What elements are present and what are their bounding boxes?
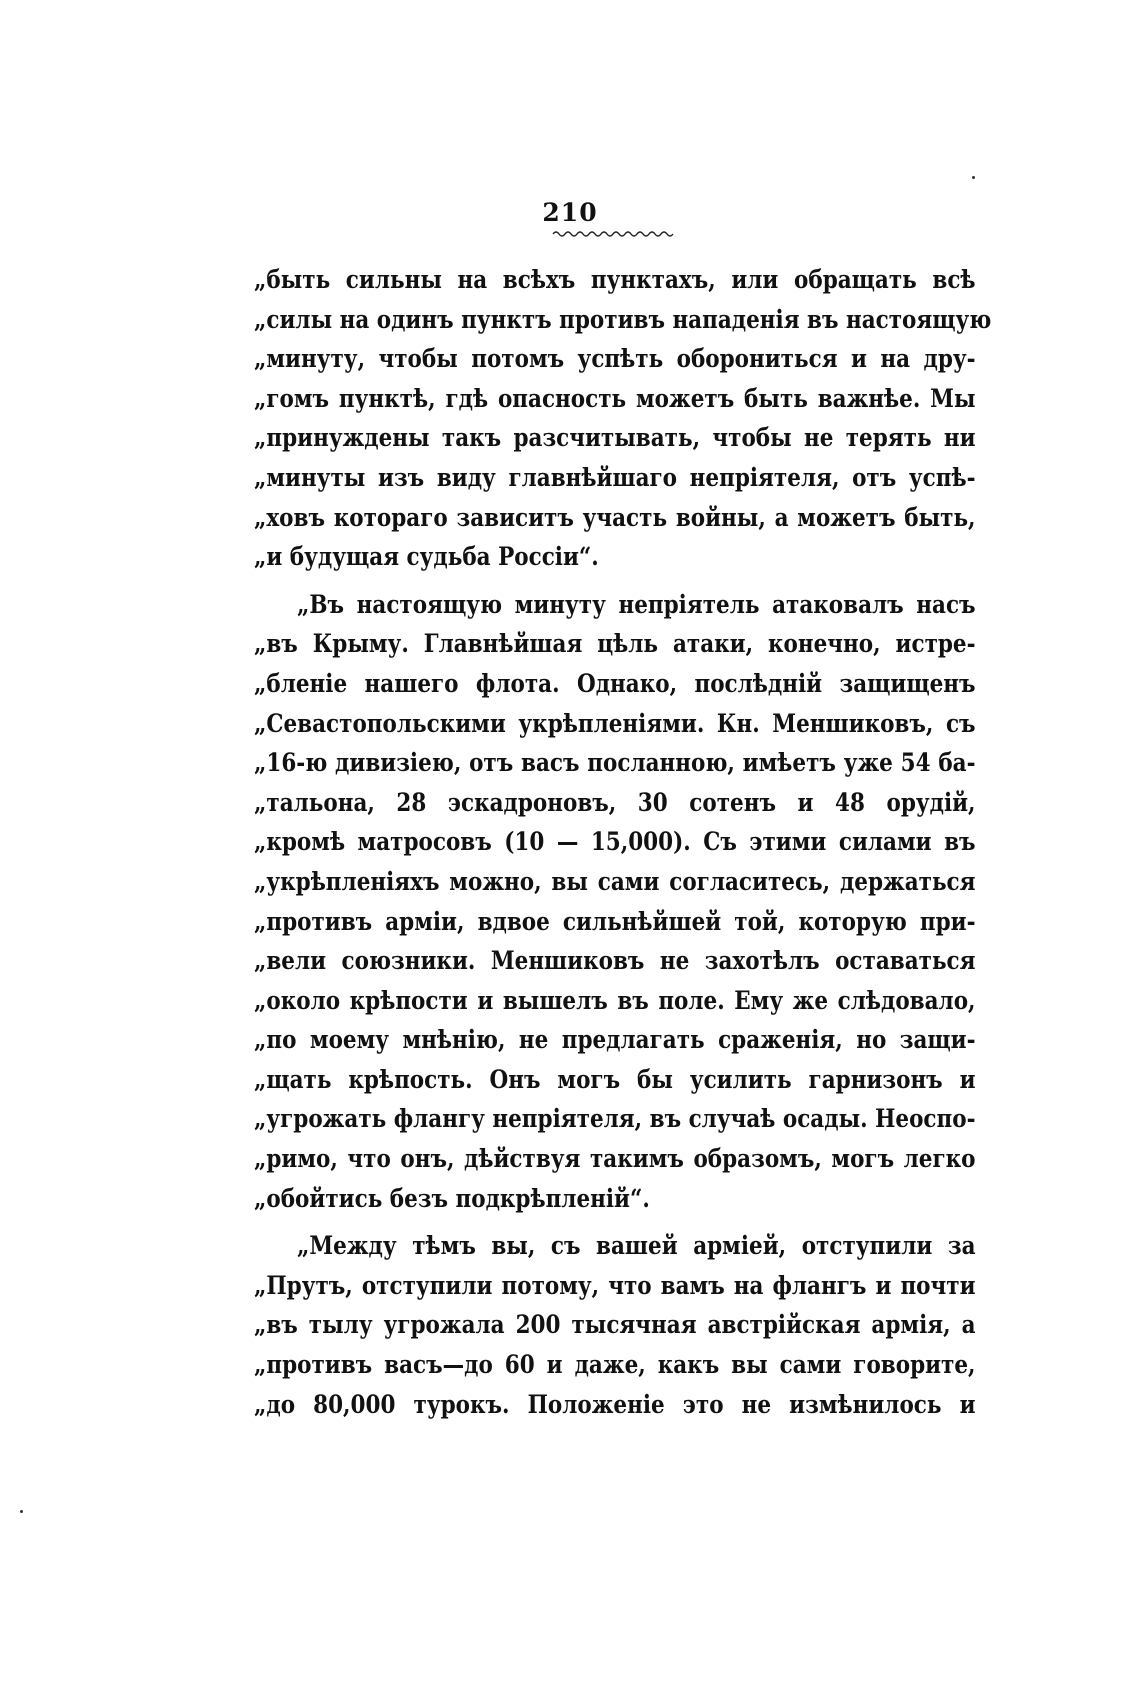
text-line: „около крѣпости и вышелъ въ поле. Ему же слѣдовало, bbox=[254, 985, 976, 1015]
text-line: „Прутъ, отступили потому, что вамъ на флангъ и почти bbox=[254, 1270, 976, 1300]
text-line: „и будущая судьба Россіи“. bbox=[254, 542, 599, 572]
text-line: „Въ настоящую минуту непріятель атаковалъ насъ bbox=[297, 589, 976, 619]
text-line: „ховъ котораго зависитъ участь войны, а можетъ быть, bbox=[254, 502, 976, 532]
text-line: „римо, что онъ, дѣйствуя такимъ образомъ, могъ легко bbox=[254, 1144, 976, 1174]
text-line: „вели союзники. Меншиковъ не захотѣлъ оставаться bbox=[254, 946, 976, 976]
scan-speck bbox=[20, 1510, 23, 1513]
text-line: „въ тылу угрожала 200 тысячная австрійская армія, а bbox=[254, 1310, 976, 1340]
text-line: „угрожать флангу непріятеля, въ случаѣ осады. Неоспо- bbox=[254, 1104, 976, 1134]
text-line: „противъ арміи, вдвое сильнѣйшей той, которую при- bbox=[254, 906, 976, 936]
text-line: „противъ васъ—до 60 и даже, какъ вы сами говорите, bbox=[254, 1350, 976, 1380]
paragraph bbox=[254, 1226, 976, 1424]
text-line: „Между тѣмъ вы, съ вашей арміей, отступили за bbox=[297, 1231, 976, 1261]
text-line: „16-ю дивизіею, отъ васъ посланною, имѣетъ уже 54 ба- bbox=[254, 748, 976, 778]
text-line: „по моему мнѣнію, не предлагать сраженія, но защи- bbox=[254, 1025, 976, 1055]
body-text bbox=[254, 260, 992, 1424]
text-line: „щать крѣпость. Онъ могъ бы усилить гарнизонъ и bbox=[254, 1064, 976, 1094]
text-line: „Севастопольскими укрѣпленіями. Кн. Меншиковъ, съ bbox=[254, 708, 976, 738]
text-line: „бленіе нашего флота. Однако, послѣдній защищенъ bbox=[254, 668, 976, 698]
text-line: „тальона, 28 эскадроновъ, 30 сотенъ и 48 орудій, bbox=[254, 787, 976, 817]
text-line: „обойтись безъ подкрѣпленій“. bbox=[254, 1183, 650, 1213]
text-line: „минуты изъ виду главнѣйшаго непріятеля, отъ успѣ- bbox=[254, 462, 976, 492]
text-line: „до 80,000 турокъ. Положеніе это не измѣнилось и bbox=[254, 1389, 976, 1419]
text-line: „укрѣпленіяхъ можно, вы сами согласитесь, держаться bbox=[254, 866, 976, 896]
text-line: „принуждены такъ разсчитывать, чтобы не терять ни bbox=[254, 423, 976, 453]
wavy-rule-ornament bbox=[551, 229, 675, 239]
scan-speck bbox=[972, 176, 975, 179]
paragraph bbox=[254, 260, 992, 577]
text-line: „гомъ пунктѣ, гдѣ опасность можетъ быть важнѣе. Мы bbox=[254, 383, 976, 413]
text-line: „минуту, чтобы потомъ успѣть оборониться и на дру- bbox=[254, 344, 976, 374]
text-line: „въ Крыму. Главнѣйшая цѣль атаки, конечно, истре- bbox=[254, 629, 976, 659]
text-line: „быть сильны на всѣхъ пунктахъ, или обращать всѣ bbox=[254, 265, 976, 294]
page-number: 210 bbox=[542, 198, 598, 227]
paragraph bbox=[254, 585, 976, 1219]
text-line: „силы на одинъ пунктъ противъ нападенія въ настоящую bbox=[254, 304, 992, 334]
text-line: „кромѣ матросовъ (10 — 15,000). Съ этими силами въ bbox=[254, 827, 976, 857]
